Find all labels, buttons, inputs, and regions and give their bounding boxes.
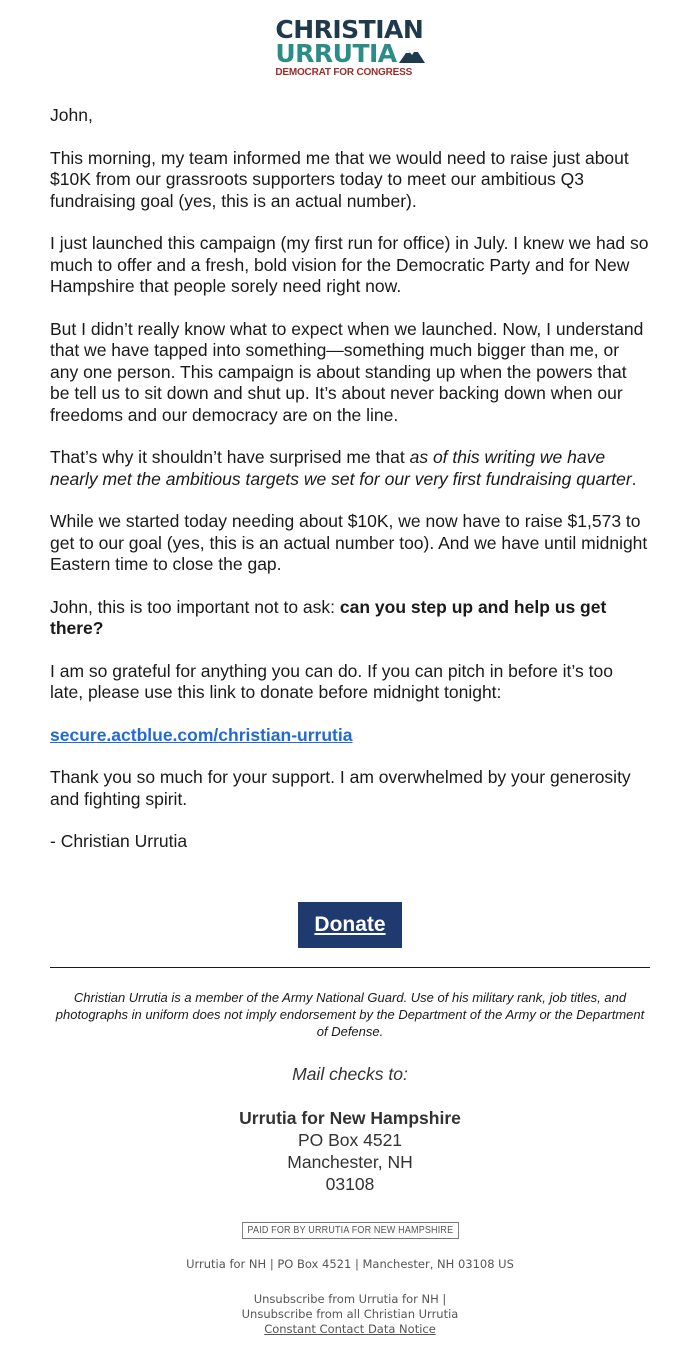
bold-ask: can you step up and help us get there? bbox=[50, 596, 607, 638]
donate-link[interactable]: secure.actblue.com/christian-urrutia bbox=[50, 724, 353, 745]
mail-org: Urrutia for New Hampshire bbox=[239, 1108, 461, 1128]
unsubscribe-all-link[interactable]: Unsubscribe from all Christian Urrutia bbox=[241, 1307, 459, 1321]
paid-for-text: PAID FOR BY URRUTIA FOR NEW HAMPSHIRE bbox=[242, 1222, 459, 1239]
divider bbox=[50, 967, 650, 968]
unsubscribe-link[interactable]: Unsubscribe from Urrutia for NH | bbox=[253, 1292, 447, 1306]
mail-address-line: Manchester, NH bbox=[287, 1152, 413, 1172]
text-span: John, this is too important not to ask: bbox=[50, 596, 340, 617]
paragraph bbox=[50, 597, 650, 640]
logo-last-name: URRUTIA bbox=[275, 39, 397, 68]
mail-label: Mail checks to: bbox=[292, 1064, 408, 1084]
paragraph: I just launched this campaign (my first run for office) in July. I knew we had so much to offer and a fresh, bold vision for the Democratic Party and for New Hampshire that people sorely need right now. bbox=[50, 233, 649, 296]
mail-checks-section bbox=[0, 1063, 700, 1195]
paragraph: I am so grateful for anything you can do. If you can pitch in before it’s too late, please use this link to donate before midnight tonight: bbox=[50, 660, 613, 702]
italic-text: as of this writing we have nearly met the ambitious targets we set for our very first fundraising quarter bbox=[50, 447, 632, 489]
email-body bbox=[50, 105, 650, 874]
mountain-icon bbox=[399, 47, 425, 63]
text-span: . bbox=[631, 468, 637, 489]
campaign-logo bbox=[0, 15, 700, 80]
greeting: John, bbox=[50, 105, 93, 125]
donate-button[interactable]: Donate bbox=[298, 902, 402, 948]
paragraph: Thank you so much for your support. I am overwhelmed by your generosity and fighting spirit. bbox=[50, 767, 631, 809]
footer-address: Urrutia for NH | PO Box 4521 | Manchester, NH 03108 US bbox=[186, 1257, 514, 1271]
paid-for-box bbox=[0, 1220, 700, 1239]
paragraph bbox=[50, 447, 650, 490]
data-notice-link[interactable]: Constant Contact Data Notice bbox=[264, 1322, 436, 1336]
signoff: - Christian Urrutia bbox=[50, 831, 188, 851]
logo-first-name: CHRISTIAN bbox=[275, 15, 424, 44]
mail-address-line: PO Box 4521 bbox=[297, 1130, 403, 1150]
paragraph: While we started today needing about $10K, we now have to raise $1,573 to get to our goal (yes, this is an actual number too). And we have until midnight Eastern time to close the gap. bbox=[50, 511, 648, 574]
text-span: That’s why it shouldn’t have surprised me that bbox=[50, 447, 410, 467]
paragraph: This morning, my team informed me that we would need to raise just about $10K from our grassroots supporters today to meet our ambitious Q3 fundraising goal (yes, this is an actual number). bbox=[50, 147, 629, 211]
link-paragraph bbox=[50, 725, 650, 747]
logo-tagline: DEMOCRAT FOR CONGRESS bbox=[275, 67, 413, 78]
donate-button-wrap bbox=[0, 902, 700, 948]
military-disclaimer: Christian Urrutia is a member of the Army National Guard. Use of his military rank, job titles, and photographs in uniform does not imply endorsement by the Department of the Army or the Department of Defense. bbox=[55, 990, 645, 1039]
mail-address-line: 03108 bbox=[325, 1174, 375, 1194]
paragraph: But I didn’t really know what to expect when we launched. Now, I understand that we have tapped into something—something much bigger than me, or any one person. This campaign is about standing up when the powers that be tell us to sit down and shut up. It’s about never backing down when our freedoms and our democracy are on the line. bbox=[50, 318, 644, 425]
footer bbox=[0, 1257, 700, 1337]
